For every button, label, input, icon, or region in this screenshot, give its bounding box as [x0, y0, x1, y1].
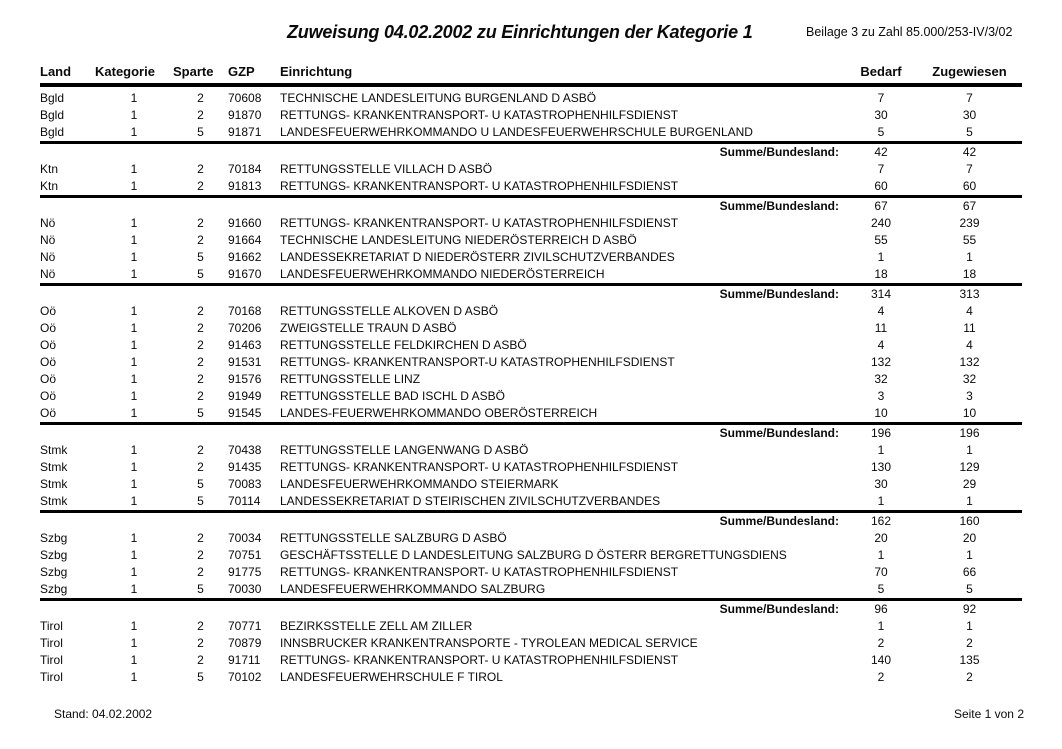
table-row	[40, 459, 1022, 476]
cell-bedarf: 5	[877, 125, 885, 139]
table-row	[40, 85, 1022, 107]
cell-gzp: 91870	[228, 108, 262, 122]
cell-zugewiesen: 55	[962, 233, 977, 247]
cell-kategorie: 1	[130, 653, 138, 667]
cell-kategorie: 1	[130, 636, 138, 650]
cell-sparte: 2	[197, 372, 204, 386]
cell-sparte: 2	[197, 162, 204, 176]
cell-zugewiesen: 66	[962, 565, 977, 579]
cell-sparte: 2	[197, 108, 204, 122]
cell-zugewiesen: 2	[966, 670, 973, 684]
cell-sparte: 2	[197, 565, 204, 579]
cell-sparte: 2	[197, 179, 204, 193]
table-row	[40, 178, 1022, 197]
column-header-bedarf: Bedarf	[845, 64, 917, 85]
assignment-table	[40, 64, 1022, 686]
cell-einrichtung: LANDESFEUERWEHRSCHULE F TIROL	[280, 670, 503, 684]
cell-sparte: 2	[197, 91, 204, 105]
table-row	[40, 405, 1022, 424]
cell-zugewiesen: 4	[966, 304, 973, 318]
cell-bedarf: 3	[877, 389, 885, 403]
cell-land: Szbg	[40, 565, 68, 579]
cell-zugewiesen: 132	[959, 355, 980, 369]
cell-gzp: 70438	[228, 443, 262, 457]
cell-zugewiesen: 239	[959, 216, 980, 230]
cell-sparte: 2	[197, 304, 204, 318]
summe-bedarf: 314	[845, 285, 917, 304]
cell-bedarf: 1	[877, 619, 885, 633]
cell-einrichtung: GESCHÄFTSSTELLE D LANDESLEITUNG SALZBURG D ÖSTERR BERGRETTUNGSDIENS	[280, 548, 787, 562]
cell-einrichtung: RETTUNGS- KRANKENTRANSPORT-U KATASTROPHENHILFSDIENST	[280, 355, 675, 369]
table-header-row	[40, 64, 1022, 85]
cell-sparte: 5	[197, 670, 204, 684]
cell-land: Nö	[40, 216, 56, 230]
cell-einrichtung: RETTUNGS- KRANKENTRANSPORT- U KATASTROPHENHILFSDIENST	[280, 108, 679, 122]
table-row	[40, 635, 1022, 652]
cell-kategorie: 1	[130, 477, 138, 491]
table-row	[40, 388, 1022, 405]
cell-gzp: 70608	[228, 91, 262, 105]
cell-land: Oö	[40, 389, 57, 403]
cell-sparte: 5	[197, 494, 204, 508]
cell-bedarf: 32	[874, 372, 888, 386]
cell-kategorie: 1	[130, 162, 138, 176]
cell-land: Szbg	[40, 548, 68, 562]
cell-gzp: 91949	[228, 389, 262, 403]
cell-kategorie: 1	[130, 179, 138, 193]
cell-kategorie: 1	[130, 565, 138, 579]
summe-bedarf: 196	[845, 424, 917, 443]
cell-zugewiesen: 30	[962, 108, 977, 122]
cell-gzp: 91775	[228, 565, 262, 579]
cell-bedarf: 55	[874, 233, 888, 247]
table-row	[40, 476, 1022, 493]
cell-gzp: 70168	[228, 304, 262, 318]
footer-page-number: Seite 1 von 2	[953, 707, 1024, 721]
cell-zugewiesen: 60	[962, 179, 977, 193]
cell-kategorie: 1	[130, 267, 138, 281]
cell-gzp: 91664	[228, 233, 262, 247]
table-body	[40, 85, 1022, 686]
summe-zugewiesen: 196	[917, 424, 1022, 443]
cell-sparte: 5	[197, 250, 204, 264]
cell-einrichtung: ZWEIGSTELLE TRAUN D ASBÖ	[280, 321, 457, 335]
cell-zugewiesen: 129	[959, 460, 980, 474]
summe-bedarf: 67	[845, 197, 917, 216]
cell-bedarf: 20	[874, 531, 888, 545]
cell-sparte: 2	[197, 548, 204, 562]
cell-kategorie: 1	[130, 582, 138, 596]
table-row	[40, 107, 1022, 124]
cell-gzp: 91871	[228, 125, 262, 139]
cell-einrichtung: RETTUNGSSTELLE VILLACH D ASBÖ	[280, 162, 493, 176]
table-row	[40, 354, 1022, 371]
cell-zugewiesen: 20	[962, 531, 977, 545]
cell-einrichtung: LANDESFEUERWEHRKOMMANDO NIEDERÖSTERREICH	[280, 267, 605, 281]
cell-kategorie: 1	[130, 548, 138, 562]
summe-row	[40, 512, 1022, 531]
table-row	[40, 442, 1022, 459]
table-row	[40, 547, 1022, 564]
cell-zugewiesen: 29	[962, 477, 977, 491]
summe-row	[40, 197, 1022, 216]
table-row	[40, 337, 1022, 354]
cell-sparte: 2	[197, 636, 204, 650]
cell-sparte: 2	[197, 619, 204, 633]
summe-label: Summe/Bundesland:	[40, 197, 845, 216]
cell-bedarf: 60	[874, 179, 888, 193]
cell-sparte: 2	[197, 233, 204, 247]
cell-land: Szbg	[40, 531, 68, 545]
cell-gzp: 70030	[228, 582, 262, 596]
cell-land: Tirol	[40, 653, 63, 667]
cell-sparte: 5	[197, 267, 204, 281]
cell-bedarf: 70	[874, 565, 888, 579]
summe-label: Summe/Bundesland:	[40, 143, 845, 162]
cell-zugewiesen: 11	[963, 321, 976, 335]
summe-zugewiesen: 313	[917, 285, 1022, 304]
cell-zugewiesen: 2	[966, 636, 973, 650]
cell-einrichtung: LANDESFEUERWEHRKOMMANDO SALZBURG	[280, 582, 546, 596]
cell-bedarf: 2	[877, 670, 885, 684]
cell-kategorie: 1	[130, 443, 138, 457]
cell-kategorie: 1	[130, 108, 138, 122]
cell-land: Stmk	[40, 460, 68, 474]
cell-land: Nö	[40, 233, 56, 247]
summe-zugewiesen: 42	[917, 143, 1022, 162]
cell-kategorie: 1	[130, 494, 138, 508]
cell-zugewiesen: 1	[966, 619, 973, 633]
cell-sparte: 2	[197, 338, 204, 352]
summe-label: Summe/Bundesland:	[40, 285, 845, 304]
cell-bedarf: 5	[877, 582, 885, 596]
cell-einrichtung: RETTUNGS- KRANKENTRANSPORT- U KATASTROPHENHILFSDIENST	[280, 565, 679, 579]
cell-land: Nö	[40, 267, 56, 281]
cell-land: Stmk	[40, 494, 68, 508]
cell-einrichtung: RETTUNGSSTELLE SALZBURG D ASBÖ	[280, 531, 507, 545]
cell-land: Stmk	[40, 477, 68, 491]
cell-sparte: 5	[197, 477, 204, 491]
cell-land: Stmk	[40, 443, 68, 457]
cell-gzp: 70102	[228, 670, 262, 684]
cell-sparte: 5	[197, 582, 204, 596]
cell-land: Nö	[40, 250, 56, 264]
cell-kategorie: 1	[130, 670, 138, 684]
cell-kategorie: 1	[130, 619, 138, 633]
cell-bedarf: 10	[874, 406, 888, 420]
cell-gzp: 70751	[228, 548, 262, 562]
reference-annotation: Beilage 3 zu Zahl 85.000/253-IV/3/02	[806, 25, 1013, 39]
cell-einrichtung: RETTUNGS- KRANKENTRANSPORT- U KATASTROPHENHILFSDIENST	[280, 216, 679, 230]
table-row	[40, 493, 1022, 512]
cell-bedarf: 1	[877, 548, 885, 562]
cell-einrichtung: TECHNISCHE LANDESLEITUNG NIEDERÖSTERREICH D ASBÖ	[280, 233, 637, 247]
cell-einrichtung: BEZIRKSSTELLE ZELL AM ZILLER	[280, 619, 473, 633]
summe-bedarf: 162	[845, 512, 917, 531]
column-header-zugewiesen: Zugewiesen	[917, 64, 1022, 85]
cell-gzp: 91662	[228, 250, 262, 264]
table-row	[40, 581, 1022, 600]
cell-einrichtung: INNSBRUCKER KRANKENTRANSPORTE - TYROLEAN MEDICAL SERVICE	[280, 636, 698, 650]
summe-zugewiesen: 67	[917, 197, 1022, 216]
cell-bedarf: 132	[870, 355, 892, 369]
table-row	[40, 161, 1022, 178]
summe-bedarf: 96	[845, 600, 917, 619]
cell-gzp: 91531	[228, 355, 262, 369]
cell-sparte: 2	[197, 460, 204, 474]
summe-row	[40, 143, 1022, 162]
cell-zugewiesen: 5	[966, 125, 973, 139]
cell-sparte: 2	[197, 389, 204, 403]
cell-gzp: 70879	[228, 636, 262, 650]
cell-bedarf: 4	[877, 338, 885, 352]
cell-einrichtung: RETTUNGS- KRANKENTRANSPORT- U KATASTROPHENHILFSDIENST	[280, 653, 679, 667]
cell-zugewiesen: 18	[962, 267, 977, 281]
cell-sparte: 2	[197, 443, 204, 457]
cell-sparte: 2	[197, 653, 204, 667]
cell-sparte: 2	[197, 321, 204, 335]
cell-einrichtung: LANDESFEUERWEHRKOMMANDO U LANDESFEUERWEHRSCHULE BURGENLAND	[280, 125, 753, 139]
cell-einrichtung: RETTUNGSSTELLE LANGENWANG D ASBÖ	[280, 443, 529, 457]
cell-gzp: 70206	[228, 321, 262, 335]
cell-bedarf: 18	[874, 267, 888, 281]
cell-land: Bgld	[40, 125, 65, 139]
cell-kategorie: 1	[130, 406, 138, 420]
cell-zugewiesen: 10	[962, 406, 977, 420]
cell-land: Oö	[40, 372, 57, 386]
cell-land: Tirol	[40, 636, 63, 650]
cell-einrichtung: LANDESSEKRETARIAT D STEIRISCHEN ZIVILSCHUTZVERBANDES	[280, 494, 661, 508]
cell-sparte: 2	[197, 531, 204, 545]
cell-gzp: 91660	[228, 216, 262, 230]
cell-land: Oö	[40, 355, 57, 369]
column-header-gzp: GZP	[228, 64, 280, 85]
cell-einrichtung: LANDESSEKRETARIAT D NIEDERÖSTERR ZIVILSCHUTZVERBANDES	[280, 250, 675, 264]
cell-kategorie: 1	[130, 91, 138, 105]
summe-zugewiesen: 92	[917, 600, 1022, 619]
cell-bedarf: 11	[874, 321, 888, 335]
cell-einrichtung: LANDESFEUERWEHRKOMMANDO STEIERMARK	[280, 477, 559, 491]
cell-gzp: 91463	[228, 338, 262, 352]
table-row	[40, 303, 1022, 320]
cell-land: Oö	[40, 338, 57, 352]
cell-bedarf: 240	[870, 216, 892, 230]
cell-gzp: 70114	[228, 494, 261, 508]
cell-land: Ktn	[40, 162, 59, 176]
cell-kategorie: 1	[130, 216, 138, 230]
cell-gzp: 91435	[228, 460, 262, 474]
cell-zugewiesen: 1	[966, 494, 973, 508]
cell-bedarf: 1	[877, 250, 885, 264]
cell-gzp: 70034	[228, 531, 262, 545]
cell-land: Bgld	[40, 108, 65, 122]
cell-bedarf: 1	[877, 443, 885, 457]
table-row	[40, 124, 1022, 143]
summe-label: Summe/Bundesland:	[40, 424, 845, 443]
cell-zugewiesen: 7	[966, 91, 973, 105]
cell-land: Tirol	[40, 670, 63, 684]
cell-bedarf: 7	[877, 91, 885, 105]
cell-kategorie: 1	[130, 389, 138, 403]
table-row	[40, 669, 1022, 686]
cell-bedarf: 30	[874, 477, 888, 491]
cell-gzp: 70771	[228, 619, 262, 633]
summe-row	[40, 424, 1022, 443]
cell-einrichtung: RETTUNGSSTELLE FELDKIRCHEN D ASBÖ	[280, 338, 527, 352]
cell-sparte: 2	[197, 355, 204, 369]
cell-sparte: 2	[197, 216, 204, 230]
column-header-sparte: Sparte	[173, 64, 228, 85]
summe-bedarf: 42	[845, 143, 917, 162]
cell-kategorie: 1	[130, 460, 138, 474]
cell-bedarf: 4	[877, 304, 885, 318]
cell-bedarf: 7	[877, 162, 885, 176]
cell-land: Bgld	[40, 91, 65, 105]
cell-zugewiesen: 3	[966, 389, 973, 403]
cell-gzp: 70083	[228, 477, 262, 491]
cell-bedarf: 30	[874, 108, 888, 122]
cell-zugewiesen: 135	[959, 653, 980, 667]
cell-kategorie: 1	[130, 233, 138, 247]
cell-gzp: 70184	[228, 162, 262, 176]
column-header-land: Land	[40, 64, 95, 85]
cell-zugewiesen: 7	[966, 162, 973, 176]
table-row	[40, 266, 1022, 285]
cell-bedarf: 2	[877, 636, 885, 650]
page-title: Zuweisung 04.02.2002 zu Einrichtungen der Kategorie 1	[287, 22, 753, 42]
cell-kategorie: 1	[130, 338, 138, 352]
cell-gzp: 91711	[228, 653, 261, 667]
table-row	[40, 232, 1022, 249]
summe-zugewiesen: 160	[917, 512, 1022, 531]
table-row	[40, 249, 1022, 266]
table-row	[40, 320, 1022, 337]
cell-einrichtung: RETTUNGSSTELLE LINZ	[280, 372, 421, 386]
cell-sparte: 5	[197, 406, 204, 420]
cell-kategorie: 1	[130, 355, 138, 369]
cell-gzp: 91576	[228, 372, 262, 386]
table-row	[40, 652, 1022, 669]
cell-einrichtung: RETTUNGS- KRANKENTRANSPORT- U KATASTROPHENHILFSDIENST	[280, 460, 679, 474]
cell-einrichtung: RETTUNGSSTELLE ALKOVEN D ASBÖ	[280, 304, 499, 318]
cell-land: Oö	[40, 406, 57, 420]
cell-land: Oö	[40, 304, 57, 318]
table-row	[40, 215, 1022, 232]
cell-gzp: 91813	[228, 179, 262, 193]
cell-zugewiesen: 4	[966, 338, 973, 352]
column-header-einrichtung: Einrichtung	[280, 64, 845, 85]
cell-zugewiesen: 1	[966, 443, 973, 457]
cell-bedarf: 130	[870, 460, 892, 474]
cell-bedarf: 1	[877, 494, 885, 508]
cell-kategorie: 1	[130, 372, 138, 386]
summe-label: Summe/Bundesland:	[40, 600, 845, 619]
cell-einrichtung: RETTUNGSSTELLE BAD ISCHL D ASBÖ	[280, 389, 505, 403]
summe-label: Summe/Bundesland:	[40, 512, 845, 531]
cell-land: Ktn	[40, 179, 59, 193]
cell-gzp: 91670	[228, 267, 262, 281]
table-row	[40, 530, 1022, 547]
cell-einrichtung: TECHNISCHE LANDESLEITUNG BURGENLAND D ASBÖ	[280, 91, 597, 105]
cell-zugewiesen: 1	[966, 548, 973, 562]
summe-row	[40, 600, 1022, 619]
cell-einrichtung: LANDES-FEUERWEHRKOMMANDO OBERÖSTERREICH	[280, 406, 598, 420]
cell-sparte: 5	[197, 125, 204, 139]
cell-zugewiesen: 32	[962, 372, 977, 386]
cell-kategorie: 1	[130, 531, 138, 545]
summe-row	[40, 285, 1022, 304]
cell-land: Oö	[40, 321, 57, 335]
cell-kategorie: 1	[130, 250, 138, 264]
cell-zugewiesen: 1	[966, 250, 973, 264]
cell-gzp: 91545	[228, 406, 262, 420]
table-row	[40, 564, 1022, 581]
cell-zugewiesen: 5	[966, 582, 973, 596]
table-row	[40, 371, 1022, 388]
column-header-kategorie: Kategorie	[95, 64, 173, 85]
cell-kategorie: 1	[130, 304, 138, 318]
cell-kategorie: 1	[130, 321, 138, 335]
cell-land: Szbg	[40, 582, 68, 596]
cell-kategorie: 1	[130, 125, 138, 139]
cell-einrichtung: RETTUNGS- KRANKENTRANSPORT- U KATASTROPHENHILFSDIENST	[280, 179, 679, 193]
cell-bedarf: 140	[870, 653, 892, 667]
table-row	[40, 618, 1022, 635]
footer-date: Stand: 04.02.2002	[54, 707, 153, 721]
cell-land: Tirol	[40, 619, 63, 633]
